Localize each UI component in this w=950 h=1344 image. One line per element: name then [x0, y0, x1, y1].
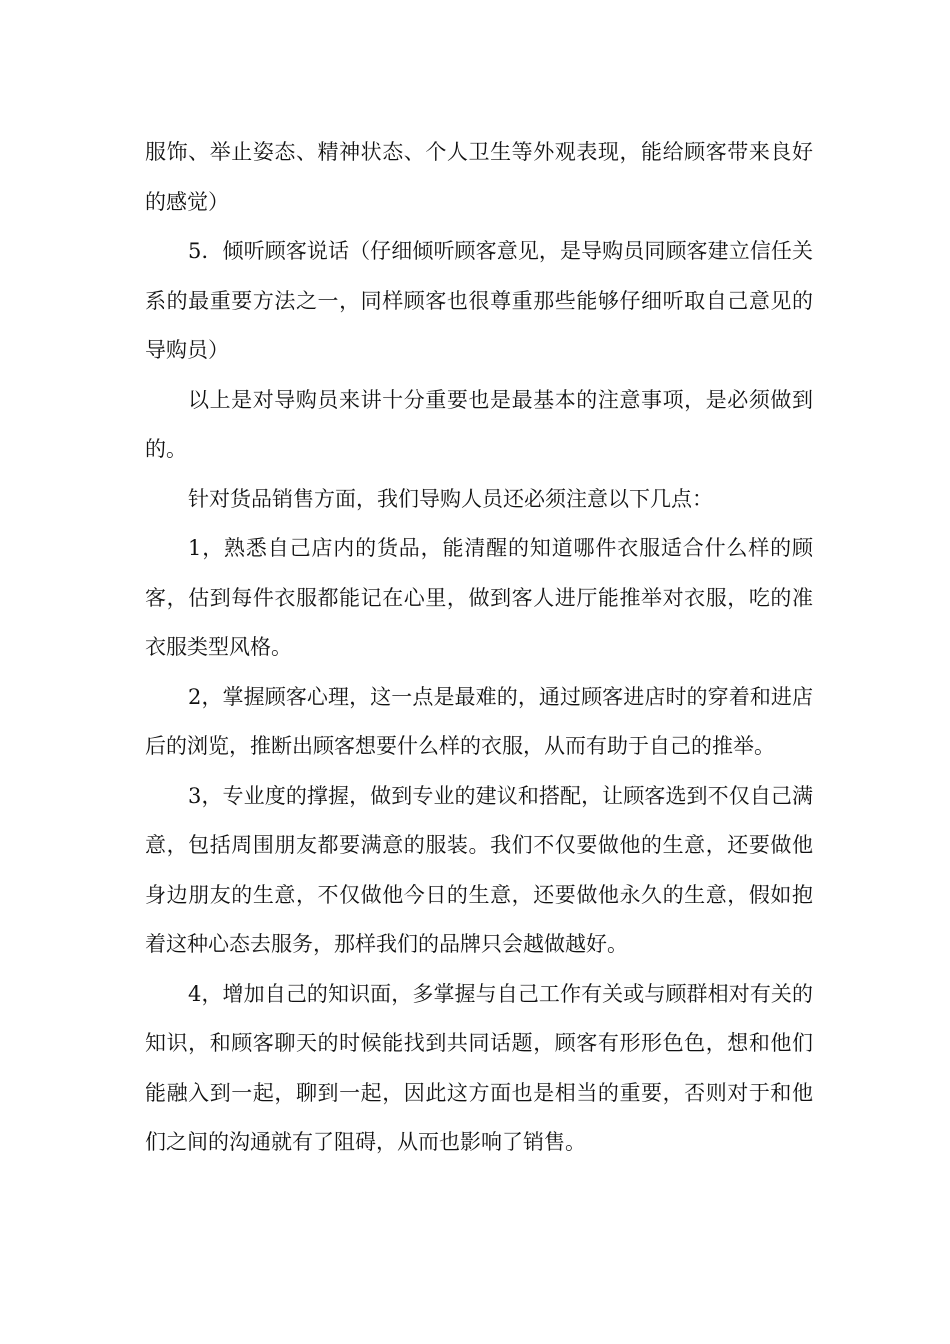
paragraph-point-3-professionalism: 3，专业度的撑握，做到专业的建议和搭配，让顾客选到不仅自己满意，包括周围朋友都要满意的服装。我们不仅要做他的生意，还要做他身边朋友的生意，不仅做他今日的生意，还要做他永久的生意，假如抱着这种心态去服务，那样我们的品牌只会越做越好。 [145, 783, 813, 956]
paragraph-listen-customer: 5．倾听顾客说话（仔细倾听顾客意见，是导购员同顾客建立信任关系的最重要方法之一，同样顾客也很尊重那些能够仔细听取自己意见的导购员） [145, 239, 813, 362]
paragraph-dress-appearance: 服饰、举止姿态、精神状态、个人卫生等外观表现，能给顾客带来良好的感觉） [145, 140, 813, 214]
document-body [145, 128, 813, 1168]
paragraph-sales-intro: 针对货品销售方面，我们导购人员还必须注意以下几点： [188, 486, 713, 511]
paragraph-basic-notes-summary: 以上是对导购员来讲十分重要也是最基本的注意事项，是必须做到的。 [145, 387, 813, 461]
paragraph-point-1-know-goods: 1，熟悉自己店内的货品，能清醒的知道哪件衣服适合什么样的顾客，估到每件衣服都能记在心里，做到客人进厅能推举对衣服，吃的准衣服类型风格。 [145, 536, 813, 659]
paragraph-point-4-knowledge: 4，增加自己的知识面，多掌握与自己工作有关或与顾群相对有关的知识，和顾客聊天的时候能找到共同话题，顾客有形形色色，想和他们能融入到一起，聊到一起，因此这方面也是相当的重要，否则对于和他们之间的沟通就有了阻碍，从而也影响了销售。 [145, 981, 813, 1154]
paragraph-point-2-customer-psychology: 2，掌握顾客心理，这一点是最难的，通过顾客进店时的穿着和进店后的浏览，推断出顾客想要什么样的衣服，从而有助于自己的推举。 [145, 684, 813, 758]
